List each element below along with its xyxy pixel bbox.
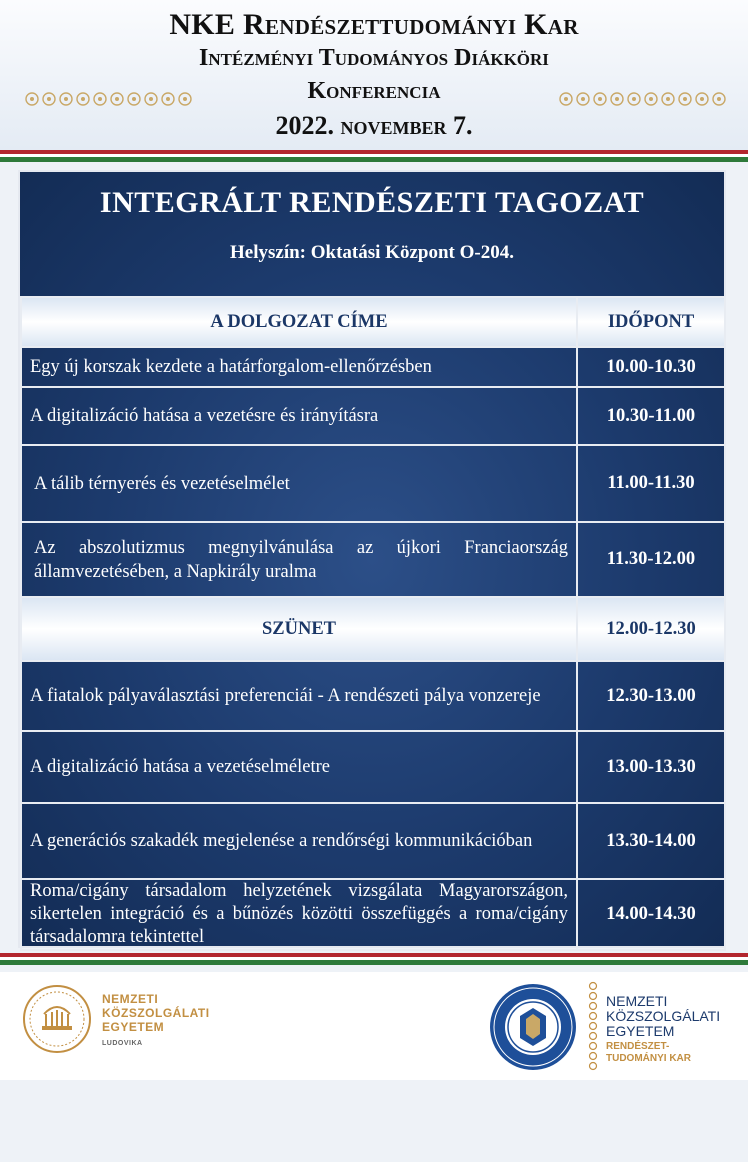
row-title: A fiatalok pályaválasztási preferenciái - A rendészeti pálya vonzereje [21, 661, 577, 731]
stripe-green-top [0, 157, 748, 162]
column-header-title: A DOLGOZAT CÍME [21, 297, 577, 347]
break-time: 12.00-12.30 [577, 597, 725, 661]
schedule-table [20, 296, 726, 951]
table-row [21, 347, 725, 387]
column-header-time: IDŐPONT [577, 297, 725, 347]
table-row [21, 522, 725, 597]
faculty-seal-icon [488, 982, 578, 1072]
row-title: Roma/cigány társadalom helyzetének vizsgálata Magyarországon, sikertelen integráció és a bűnözés közötti összefüggés a roma/cigány társadalomra tekintettel [21, 879, 577, 950]
section-title: INTEGRÁLT RENDÉSZETI TAGOZAT [99, 186, 645, 219]
row-time: 14.00-14.30 [577, 879, 725, 950]
break-label: SZÜNET [21, 597, 577, 661]
table-row [21, 445, 725, 522]
row-title: A digitalizáció hatása a vezetéselméletre [21, 731, 577, 803]
header-conference: Konferencia [307, 78, 441, 104]
table-row [21, 879, 725, 950]
row-time: 10.30-11.00 [577, 387, 725, 445]
ornament-right-icon [556, 90, 726, 108]
table-row [21, 803, 725, 879]
left-logo-line: EGYETEM [102, 1020, 165, 1034]
location-text: Helyszín: Oktatási Központ O-204. [230, 242, 514, 263]
table-row [21, 731, 725, 803]
left-logo-line: KÖZSZOLGÁLATI [102, 1006, 210, 1020]
right-logo-line: EGYETEM [606, 1023, 675, 1039]
row-time: 12.30-13.00 [577, 661, 725, 731]
row-time: 11.30-12.00 [577, 522, 725, 597]
row-time: 11.00-11.30 [577, 445, 725, 522]
table-row [21, 661, 725, 731]
university-emblem-icon [22, 984, 92, 1054]
row-time: 10.00-10.30 [577, 347, 725, 387]
right-logo-line: NEMZETI [606, 993, 668, 1009]
page-footer [0, 972, 748, 1080]
right-logo-text [606, 994, 720, 1065]
left-logo-line: LUDOVIKA [102, 1040, 143, 1047]
row-time: 13.00-13.30 [577, 731, 725, 803]
schedule-panel [18, 170, 726, 948]
row-time: 13.30-14.00 [577, 803, 725, 879]
row-title: A digitalizáció hatása a vezetésre és irányításra [21, 387, 577, 445]
stripe-green-bottom [0, 960, 748, 965]
right-logo-line: RENDÉSZET- [606, 1041, 670, 1052]
header-subtitle: Intézményi Tudományos Diákköri [199, 45, 549, 71]
page-header [0, 0, 748, 150]
left-logo-text [102, 992, 210, 1051]
left-logo-line: NEMZETI [102, 992, 159, 1006]
break-row [21, 597, 725, 661]
right-logo-line: TUDOMÁNYI KAR [606, 1053, 691, 1064]
row-title: Egy új korszak kezdete a határforgalom-ellenőrzésben [21, 347, 577, 387]
header-title: NKE Rendészettudományi Kar [169, 8, 579, 41]
header-date: 2022. november 7. [275, 111, 473, 140]
row-title: A tálib térnyerés és vezetéselmélet [21, 445, 577, 522]
ornament-left-icon [22, 90, 192, 108]
row-title: Az abszolutizmus megnyilvánulása az újkori Franciaország államvezetésében, a Napkirály uralma [21, 522, 577, 597]
table-row [21, 387, 725, 445]
row-title: A generációs szakadék megjelenése a rendőrségi kommunikációban [21, 803, 577, 879]
table-header-row [21, 297, 725, 347]
right-logo-line: KÖZSZOLGÁLATI [606, 1008, 721, 1024]
faculty-logo-bar-icon [588, 980, 598, 1072]
